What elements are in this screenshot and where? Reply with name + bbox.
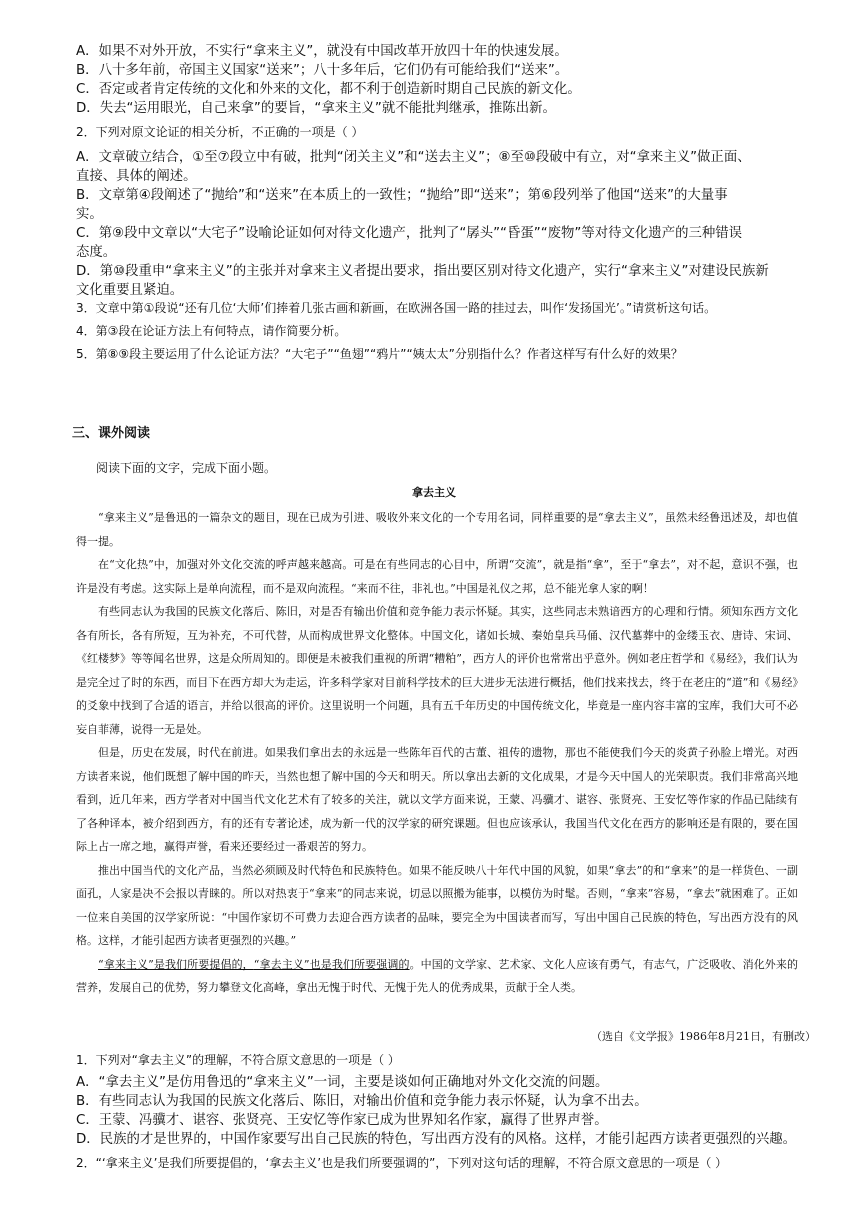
underlined-sentence-part2: “拿去主义”也是我们所要强调的 [253,957,410,971]
q1-option-d: D．失去“运用眼光，自己来拿”的要旨，“拿来主义”就不能批判继承，推陈出新。 [76,101,556,116]
article-title: 拿去主义 [412,486,456,499]
q2-option-c-line1: C．第⑨段中文章以“大宅子”设喻论证如何对待文化遗产，批判了“孱头”“昏蛋”“废物”等对待文化遗产的三种错误 [76,226,743,241]
s3-q1-option-d: D．民族的才是世界的，中国作家要写出自己民族的特色，写出西方没有的风格。这样，才能引起西方读者更强烈的兴趣。 [76,1132,797,1147]
article-source: （选自《文学报》1986年8月21日，有删改） [591,1030,816,1043]
s3-q1-option-b: B．有些同志认为我国的民族文化落后、陈旧，对输出价值和竞争能力表示怀疑，认为拿不出去。 [76,1094,648,1109]
paragraph-6-rest: 。中国的文学家、艺术家、文化人应该有勇气，有志气，广泛吸收、消化外来的营养，发展自己的优势，努力攀登文化高峰，拿出无愧于时代、无愧于先人的优秀成果，贡献于全人类。 [76,957,799,994]
q2-option-a-line2: 直接、具体的阐述。 [76,169,197,184]
q5-text: 5．第⑧⑨段主要运用了什么论证方法？“大宅子”“鱼翅”“鸦片”“姨太太”分别指什么？作者这样写有什么好的效果？ [76,347,683,361]
article-paragraph-1: “拿来主义”是鲁迅的一篇杂文的题目，现在已成为引进、吸收外来文化的一个专用名词，同样重要的是“拿去主义”，虽然未经鲁迅述及，却也值得一提。 [76,511,798,548]
underlined-sentence-part1: “拿来主义”是我们所要提倡的， [98,957,254,971]
q2-option-a-line1: A．文章破立结合，①至⑦段立中有破，批判“闭关主义”和“送去主义”；⑧至⑩段破中有立，对“拿来主义”做正面、 [76,150,751,165]
section-heading: 三、课外阅读 [72,426,151,441]
reading-instruction: 阅读下面的文字，完成下面小题。 [96,461,277,475]
article-paragraph-6 [76,953,798,1000]
q2-option-b-line1: B．文章第④段阐述了“抛给”和“送来”在本质上的一致性；“抛给”即“送来”；第⑥段列举了他国“送来”的大量事 [76,188,728,203]
article-paragraph-5: 推出中国当代的文化产品，当然必须顾及时代特色和民族特色。如果不能反映八十年代中国的风貌，如果“拿去”的和“拿来”的是一样货色、一副面孔，人家是决不会报以青睐的。所以对热衷于“拿来”的同志来说，切忌以照搬为能事，以模仿为时髦。否则，“拿来”容易，“拿去”就困难了。正如一位来自美国的汉学家所说：“中国作家切不可费力去迎合西方读者的品味，要完全为中国读者而写，写出中国自己民族的特色，写出西方没有的风格。这样，才能引起西方读者更强烈的兴趣。” [76,863,798,947]
q1-option-c: C．否定或者肯定传统的文化和外来的文化，都不利于创造新时期自己民族的新文化。 [76,82,581,97]
q4-text: 4．第③段在论证方法上有何特点，请作简要分析。 [76,324,347,338]
article-paragraph-3: 有些同志认为我国的民族文化落后、陈旧，对是否有输出价值和竞争能力表示怀疑。其实，这些同志未熟谙西方的心理和行情。须知东西方文化各有所长，各有所短，互为补充，不可代替，从而构成世界文化整体。中国文化，诸如长城、秦始皇兵马俑、汉代墓葬中的金缕玉衣、唐诗、宋词、《红楼梦》等等闻名世界，这是众所周知的。即便是未被我们重视的所谓“糟粕”，西方人的评价也常常出乎意外。例如老庄哲学和《易经》，我们认为是完全过了时的东西，而目下在西方却大为走运，许多科学家对目前科学技术的巨大进步无法进行概括，他们找来找去，终于在老庄的“道”和《易经》的爻象中找到了合适的语言，并给以很高的评价。这里说明一个问题，具有五千年历史的中国传统文化，毕竟是一座内容丰富的宝库，我们大可不必妄自菲薄，说得一无是处。 [76,605,798,736]
s3-q1-stem: 1．下列对“拿去主义”的理解，不符合原文意思的一项是（ ） [76,1053,400,1067]
q1-option-b: B．八十多年前，帝国主义国家“送来”；八十多年后，它们仍有可能给我们“送来”。 [76,63,569,78]
q2-option-d-line1: D．第⑩段重申“拿来主义”的主张并对拿来主义者提出要求，指出要区别对待文化遗产，实行“拿来主义”对建设民族新 [76,264,769,279]
q1-options [76,42,816,118]
article-body [76,506,798,1000]
s3-q1-option-a: A．“拿去主义”是仿用鲁迅的“拿来主义”一词，主要是谈如何正确地对外文化交流的问题。 [76,1075,609,1090]
q2-options [76,148,816,300]
s3-q1-option-c: C．王蒙、冯骥才、谌容、张贤亮、王安忆等作家已成为世界知名作家，赢得了世界声誉。 [76,1113,608,1128]
q2-option-d-line2: 文化重要且紧迫。 [76,283,184,298]
s3-q2-stem: 2．“‘拿来主义’是我们所要提倡的，‘拿去主义’也是我们所要强调的”，下列对这句话的理解，不符合原文意思的一项是（ ） [76,1156,728,1170]
q3-text: 3．文章中第①段说“还有几位‘大师’们捧着几张古画和新画，在欧洲各国一路的挂过去，叫作‘发扬国光’。”请赏析这句话。 [76,301,717,315]
q2-stem: 2．下列对原文论证的相关分析，不正确的一项是（ ） [76,125,364,139]
s3-q1-options [76,1073,816,1149]
q2-option-b-line2: 实。 [76,207,103,222]
q2-option-c-line2: 态度。 [76,245,117,260]
q1-option-a: A．如果不对外开放，不实行“拿来主义”，就没有中国改革开放四十年的快速发展。 [76,44,568,59]
article-paragraph-2: 在“文化热”中，加强对外文化交流的呼声越来越高。可是在有些同志的心目中，所谓“交流”，就是指“拿”，至于“拿去”，对不起，意识不强，也许是没有考虑。这实际上是单向流程，而不是双向流程。“来而不往，非礼也。”中国是礼仪之邦，总不能光拿人家的啊！ [76,558,798,595]
article-paragraph-4: 但是，历史在发展，时代在前进。如果我们拿出去的永远是一些陈年百代的古董、祖传的遗物，那也不能使我们今天的炎黄子孙脸上增光。对西方读者来说，他们既想了解中国的昨天，当然也想了解中国的今天和明天。所以拿出去新的文化成果，才是今天中国人的光荣职责。我们非常高兴地看到，近几年来，西方学者对中国当代文化艺术有了较多的关注，就以文学方面来说，王蒙、冯骥才、谌容、张贤亮、王安忆等作家的作品已陆续有了各种译本，被介绍到西方，有的还有专著论述，成为新一代的汉学家的研究课题。但也应该承认，我国当代文化在西方的影响还是有限的，要在国际上占一席之地，赢得声誉，看来还要经过一番艰苦的努力。 [76,746,798,853]
